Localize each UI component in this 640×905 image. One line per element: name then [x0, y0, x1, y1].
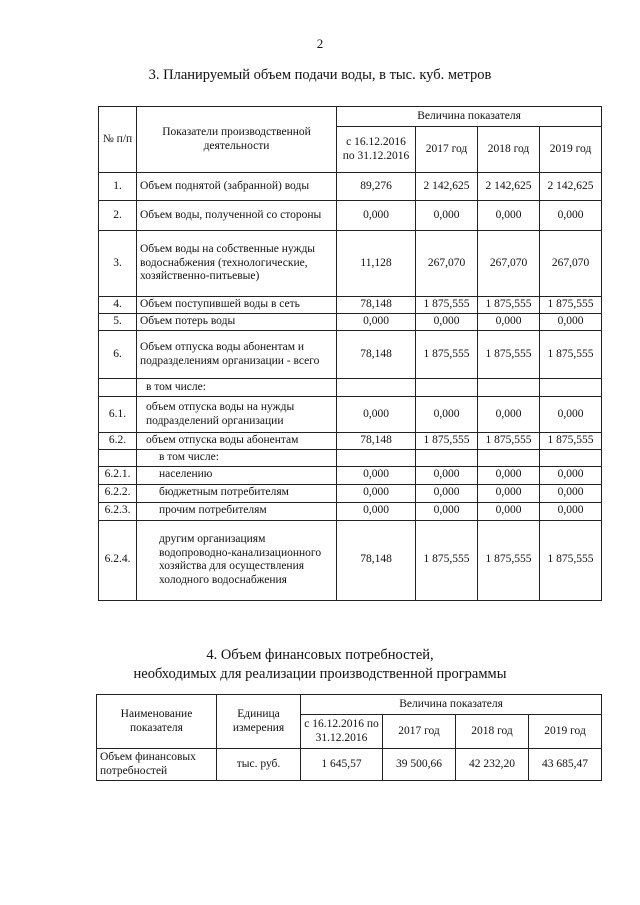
row-value: 39 500,66 — [383, 749, 456, 781]
row-name: Объем поступившей воды в сеть — [137, 297, 337, 314]
row-value: 1 875,555 — [416, 331, 478, 379]
header-period-2017: 2017 год — [383, 715, 456, 749]
row-value: 0,000 — [478, 201, 540, 231]
row-value: 1 875,555 — [540, 331, 602, 379]
row-value: 1 875,555 — [540, 520, 602, 600]
row-value: 1 875,555 — [416, 297, 478, 314]
row-value — [416, 379, 478, 397]
row-value: 0,000 — [416, 484, 478, 502]
water-supply-table — [98, 106, 602, 601]
table-row — [99, 484, 602, 502]
row-value: 0,000 — [337, 502, 416, 520]
row-num: 6.1. — [99, 397, 137, 433]
row-name: Объем воды на собственные нужды водоснабжения (технологические, хозяйственно-питьевые) — [137, 231, 337, 297]
row-value: 0,000 — [540, 502, 602, 520]
row-value: 1 875,555 — [478, 433, 540, 450]
header-period-2016: с 16.12.2016 по 31.12.2016 — [337, 127, 416, 173]
row-num: 2. — [99, 201, 137, 231]
page-number: 2 — [316, 36, 324, 51]
table-row — [99, 201, 602, 231]
row-value — [478, 379, 540, 397]
row-name: Объем финансовых потребностей — [97, 749, 217, 781]
row-value: 0,000 — [478, 466, 540, 484]
row-value: 89,276 — [337, 173, 416, 201]
row-value: 0,000 — [416, 397, 478, 433]
header-period-2016: с 16.12.2016 по 31.12.2016 — [301, 715, 383, 749]
header-period-2017: 2017 год — [416, 127, 478, 173]
row-num — [99, 379, 137, 397]
row-value: 1 875,555 — [416, 433, 478, 450]
header-period-2019: 2019 год — [529, 715, 602, 749]
row-value: 0,000 — [478, 484, 540, 502]
row-value: 0,000 — [337, 201, 416, 231]
row-value: 78,148 — [337, 433, 416, 450]
section-3-title: 3. Планируемый объем подачи воды, в тыс. куб. метров — [148, 67, 492, 83]
row-value: 0,000 — [416, 466, 478, 484]
table-row — [99, 466, 602, 484]
header-period-2018: 2018 год — [456, 715, 529, 749]
row-name: населению — [137, 466, 337, 484]
row-num: 5. — [99, 314, 137, 331]
row-num: 6.2.1. — [99, 466, 137, 484]
row-name: прочим потребителям — [137, 502, 337, 520]
header-name: Наименование показателя — [97, 695, 217, 749]
row-value: 267,070 — [416, 231, 478, 297]
section-4-title-line1: 4. Объем финансовых потребностей, — [206, 647, 434, 663]
row-name: Объем потерь воды — [137, 314, 337, 331]
table-row — [99, 450, 602, 467]
row-name: в том числе: — [137, 450, 337, 467]
row-value: 0,000 — [478, 314, 540, 331]
table-row — [99, 231, 602, 297]
row-value: 1 875,555 — [540, 433, 602, 450]
row-value: 2 142,625 — [416, 173, 478, 201]
row-name: объем отпуска воды абонентам — [137, 433, 337, 450]
table-row — [99, 331, 602, 379]
row-value: 0,000 — [540, 314, 602, 331]
row-value: 0,000 — [337, 397, 416, 433]
row-name: Объем поднятой (забранной) воды — [137, 173, 337, 201]
row-value: 0,000 — [416, 201, 478, 231]
table-row — [99, 173, 602, 201]
row-value: 1 875,555 — [540, 297, 602, 314]
row-value: 0,000 — [337, 314, 416, 331]
header-value-group: Величина показателя — [301, 695, 602, 715]
row-num: 3. — [99, 231, 137, 297]
row-value — [540, 379, 602, 397]
row-value: 0,000 — [416, 502, 478, 520]
header-indicator: Показатели производственной деятельности — [137, 107, 337, 173]
table-row — [97, 749, 602, 781]
row-value — [478, 450, 540, 467]
row-value: 1 875,555 — [478, 331, 540, 379]
row-name: в том числе: — [137, 379, 337, 397]
row-value: 0,000 — [337, 484, 416, 502]
row-num: 6.2.2. — [99, 484, 137, 502]
row-num: 1. — [99, 173, 137, 201]
header-num: № п/п — [99, 107, 137, 173]
row-value: 0,000 — [478, 397, 540, 433]
row-num: 4. — [99, 297, 137, 314]
row-name: Объем воды, полученной со стороны — [137, 201, 337, 231]
row-value: 1 645,57 — [301, 749, 383, 781]
row-value: 2 142,625 — [478, 173, 540, 201]
row-value: 0,000 — [478, 502, 540, 520]
row-unit: тыс. руб. — [217, 749, 301, 781]
row-value — [540, 450, 602, 467]
table-row — [99, 314, 602, 331]
row-value — [337, 379, 416, 397]
table-row — [99, 433, 602, 450]
table-row — [99, 379, 602, 397]
row-num: 6.2.4. — [99, 520, 137, 600]
row-name: бюджетным потребителям — [137, 484, 337, 502]
row-value: 0,000 — [540, 466, 602, 484]
row-name: Объем отпуска воды абонентам и подразделениям организации - всего — [137, 331, 337, 379]
header-unit: Единица измерения — [217, 695, 301, 749]
row-value: 0,000 — [540, 397, 602, 433]
row-value — [416, 450, 478, 467]
row-value: 43 685,47 — [529, 749, 602, 781]
row-value: 267,070 — [540, 231, 602, 297]
row-num — [99, 450, 137, 467]
table-row — [99, 297, 602, 314]
table-row — [99, 397, 602, 433]
row-num: 6.2. — [99, 433, 137, 450]
row-value: 42 232,20 — [456, 749, 529, 781]
row-value: 11,128 — [337, 231, 416, 297]
header-period-2018: 2018 год — [478, 127, 540, 173]
row-num: 6.2.3. — [99, 502, 137, 520]
table-row — [99, 520, 602, 600]
row-value: 1 875,555 — [478, 520, 540, 600]
row-value: 2 142,625 — [540, 173, 602, 201]
row-value — [337, 450, 416, 467]
row-value: 0,000 — [540, 484, 602, 502]
row-value: 1 875,555 — [478, 297, 540, 314]
row-name: объем отпуска воды на нужды подразделений организации — [137, 397, 337, 433]
section-4-title-line2: необходимых для реализации производственной программы — [133, 666, 507, 682]
row-value: 267,070 — [478, 231, 540, 297]
table-row — [99, 502, 602, 520]
row-value: 78,148 — [337, 331, 416, 379]
row-num: 6. — [99, 331, 137, 379]
row-name: другим организациям водопроводно-канализационного хозяйства для осуществления холодного водоснабжения — [137, 520, 337, 600]
row-value: 0,000 — [337, 466, 416, 484]
row-value: 78,148 — [337, 297, 416, 314]
row-value: 0,000 — [540, 201, 602, 231]
row-value: 78,148 — [337, 520, 416, 600]
header-period-2019: 2019 год — [540, 127, 602, 173]
row-value: 0,000 — [416, 314, 478, 331]
row-value: 1 875,555 — [416, 520, 478, 600]
section-4-title — [0, 646, 640, 684]
financial-needs-table — [96, 694, 602, 781]
header-value-group: Величина показателя — [337, 107, 602, 127]
